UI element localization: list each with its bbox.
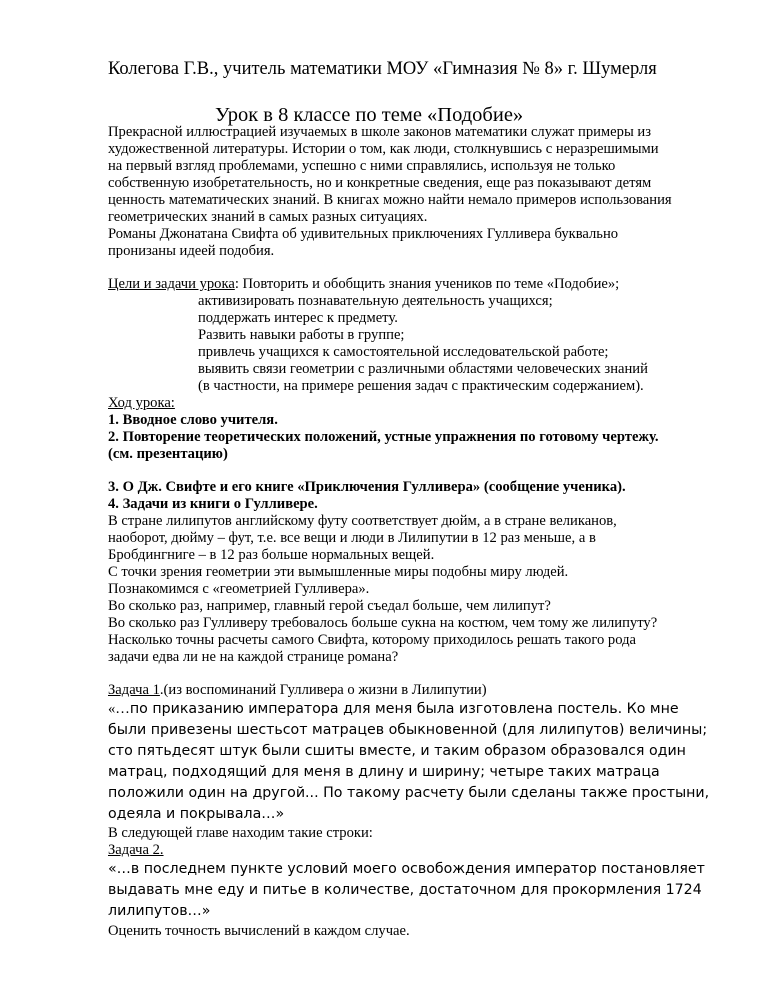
body-line: наоборот, дюйму – фут, т.е. все вещи и люди в Лилипутии в 12 раз меньше, а в	[108, 530, 596, 546]
course-step: (см. презентацию)	[108, 446, 228, 462]
body-line: Познакомимся с «геометрией Гулливера».	[108, 581, 370, 597]
task1-label: Задача 1	[108, 682, 160, 698]
goal-item: привлечь учащихся к самостоятельной исследовательской работе;	[198, 344, 609, 360]
intro-line: художественной литературы. Истории о том, как люди, столкнувшись с неразрешимыми	[108, 141, 659, 157]
task1-quote-line: были привезены шестьсот матрацев обыкновенной (для лилипутов) величины;	[108, 722, 708, 738]
task1-quote-line: «…по приказанию императора для меня была изготовлена постель. Ко мне	[108, 701, 679, 717]
intro-line: геометрических знаний в самых разных ситуациях.	[108, 209, 428, 225]
body-line: С точки зрения геометрии эти вымышленные миры подобны миру людей.	[108, 564, 569, 580]
intro-line: Прекрасной иллюстрацией изучаемых в школе законов математики служат примеры из	[108, 124, 651, 140]
body-line: задачи едва ли не на каждой странице романа?	[108, 649, 399, 665]
course-label: Ход урока:	[108, 395, 175, 411]
body-line: Насколько точны расчеты самого Свифта, которому приходилось решать такого рода	[108, 632, 636, 648]
task1-quote-line: положили один на другой... По такому расчету были сделаны также простыни,	[108, 785, 710, 801]
goal-item: (в частности, на примере решения задач с практическим содержанием).	[198, 378, 644, 394]
course-step: 2. Повторение теоретических положений, устные упражнения по готовому чертежу.	[108, 429, 659, 445]
goal-item: активизировать познавательную деятельность учащихся;	[198, 293, 553, 309]
closing-line: Оценить точность вычислений в каждом случае.	[108, 923, 410, 939]
task1-quote-line: одеяла и покрывала…»	[108, 806, 285, 822]
task2-label: Задача 2.	[108, 842, 164, 858]
task1-quote-line: матрац, подходящий для меня в длину и ширину; четыре таких матраца	[108, 764, 660, 780]
course-step: 1. Вводное слово учителя.	[108, 412, 278, 428]
intro-line: на первый взгляд проблемами, успешно с ними справлялись, используя не только	[108, 158, 616, 174]
task2-quote-line: лилипутов…»	[108, 903, 211, 919]
task1-heading	[108, 682, 487, 700]
goals-label: Цели и задачи урока	[108, 276, 235, 292]
goals-first-line	[108, 276, 619, 294]
goal-item: выявить связи геометрии с различными областями человеческих знаний	[198, 361, 648, 377]
task2-quote-line: «…в последнем пункте условий моего освобождения император постановляет	[108, 861, 705, 877]
task2-quote-line: выдавать мне еду и питье в количестве, достаточном для прокормления 1724	[108, 882, 702, 898]
quote-open-mark: «…	[108, 701, 130, 717]
goal-item: Развить навыки работы в группе;	[198, 327, 405, 343]
lesson-title: Урок в 8 классе по теме «Подобие»	[215, 104, 524, 126]
goals-first-item: : Повторить и обобщить знания учеников по теме «Подобие»;	[234, 276, 620, 292]
intro-line: пронизаны идеей подобия.	[108, 243, 275, 259]
body-line: Бробдингниге – в 12 раз больше нормальных вещей.	[108, 547, 435, 563]
task1-quote-line: сто пятьдесят штук были сшиты вместе, и таким образом образовался один	[108, 743, 686, 759]
task1-suffix: .(из воспоминаний Гулливера о жизни в Лилипутии)	[159, 682, 487, 698]
intro-line: ценность математических знаний. В книгах можно найти немало примеров использования	[108, 192, 672, 208]
goal-item: поддержать интерес к предмету.	[198, 310, 398, 326]
course-step: 4. Задачи из книги о Гулливере.	[108, 496, 318, 512]
author-line: Колегова Г.В., учитель математики МОУ «Гимназия № 8» г. Шумерля	[108, 59, 657, 79]
course-step: 3. О Дж. Свифте и его книге «Приключения Гулливера» (сообщение ученика).	[108, 479, 626, 495]
body-line: В стране лилипутов английскому футу соответствует дюйм, а в стране великанов,	[108, 513, 617, 529]
body-line: Во сколько раз Гулливеру требовалось больше сукна на костюм, чем тому же лилипуту?	[108, 615, 658, 631]
body-line: Во сколько раз, например, главный герой съедал больше, чем лилипут?	[108, 598, 551, 614]
intro-line: Романы Джонатана Свифта об удивительных приключениях Гулливера буквально	[108, 226, 619, 242]
next-chapter-line: В следующей главе находим такие строки:	[108, 825, 373, 841]
intro-line: собственную изобретательность, но и конкретные сведения, еще раз показывают детям	[108, 175, 652, 191]
